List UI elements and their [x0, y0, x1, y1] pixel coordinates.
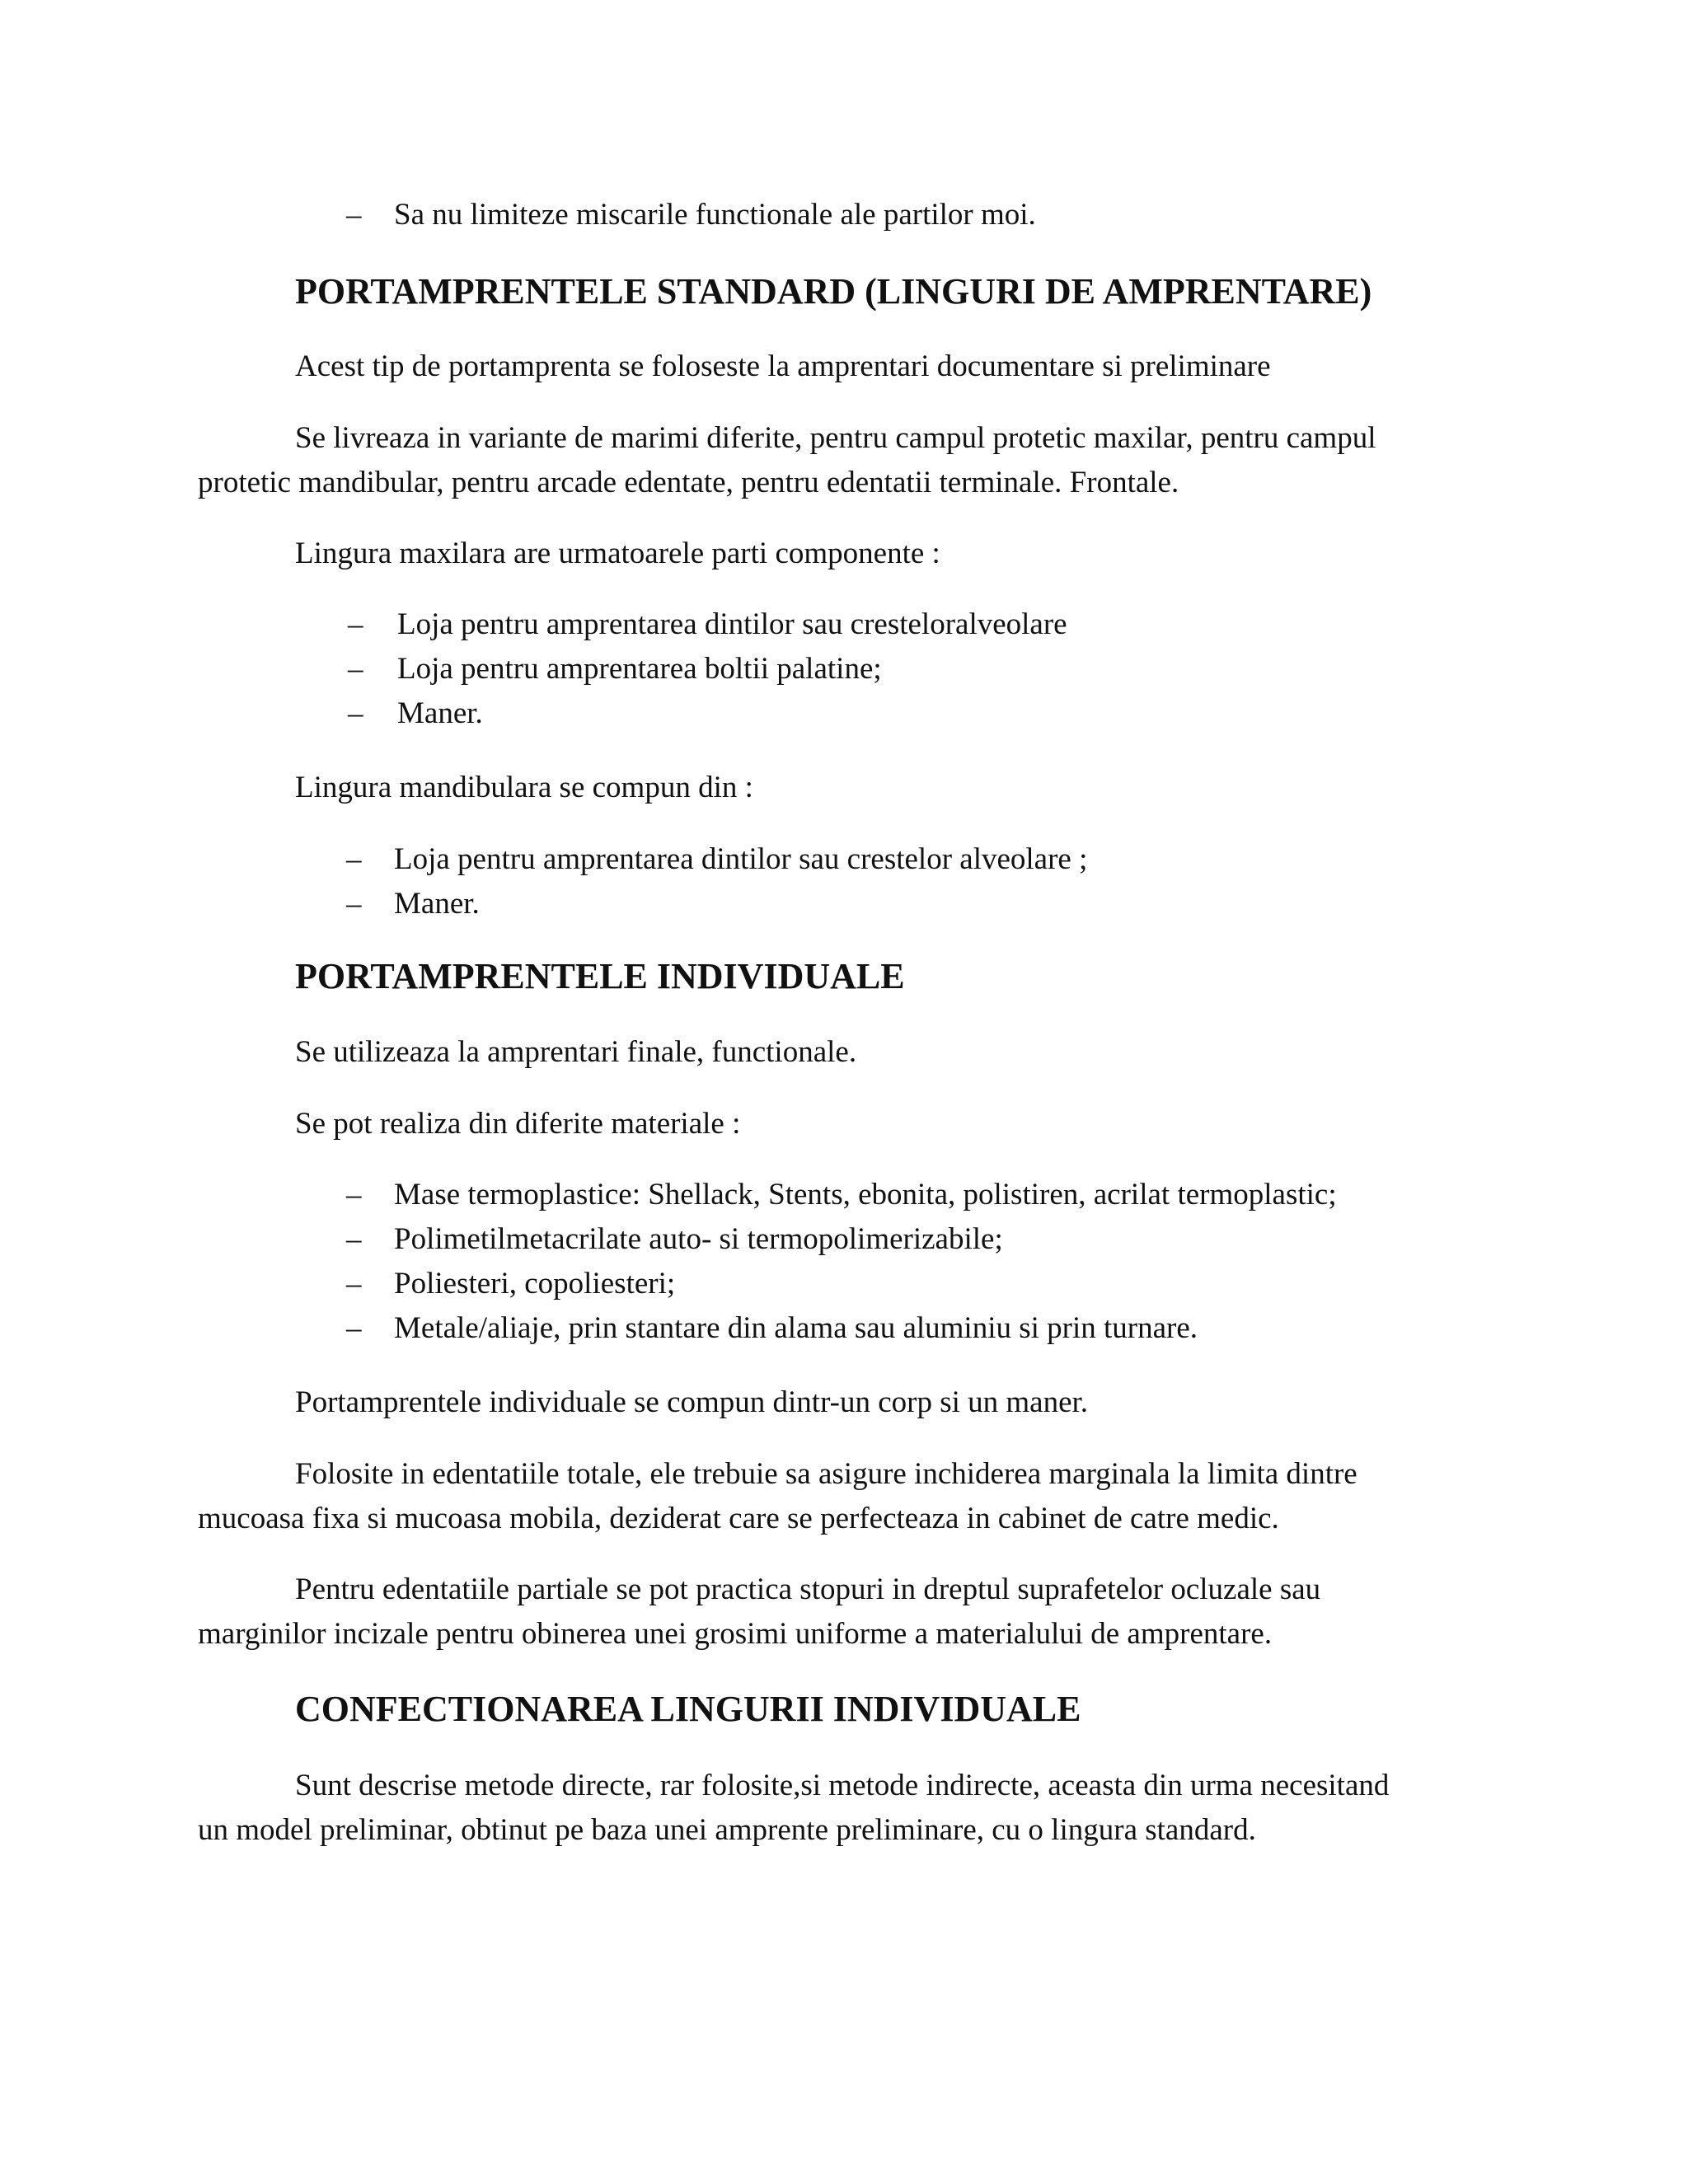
list-item-text: Loja pentru amprentarea dintilor sau cresteloralveolare: [397, 607, 1067, 641]
list-item-text: Mase termoplastice: Shellack, Stents, ebonita, polistiren, acrilat termoplastic;: [394, 1178, 1337, 1212]
list-item-text: Metale/aliaje, prin stantare din alama sau aluminiu si prin turnare.: [394, 1311, 1198, 1345]
section-heading-individual: PORTAMPRENTELE INDIVIDUALE: [295, 956, 905, 996]
paragraph-line: Pentru edentatiile partiale se pot practica stopuri in dreptul suprafetelor ocluzale sau: [295, 1572, 1321, 1606]
bullet-dash: –: [348, 696, 363, 730]
paragraph: Lingura mandibulara se compun din :: [295, 771, 753, 804]
bullet-dash: –: [346, 1178, 362, 1212]
section-heading-standard: PORTAMPRENTELE STANDARD (LINGURI DE AMPRENTARE): [295, 271, 1372, 312]
paragraph-line: Folosite in edentatiile totale, ele trebuie sa asigure inchiderea marginala la limita dintre: [295, 1457, 1357, 1491]
paragraph: Portamprentele individuale se compun dintr-un corp si un maner.: [295, 1385, 1089, 1419]
list-item-text: Maner.: [394, 887, 480, 921]
list-item-text: Poliesteri, copoliesteri;: [394, 1267, 676, 1301]
bullet-dash: –: [346, 842, 362, 876]
section-heading-confection: CONFECTIONAREA LINGURII INDIVIDUALE: [295, 1689, 1081, 1729]
list-item-text: Loja pentru amprentarea dintilor sau crestelor alveolare ;: [394, 842, 1088, 876]
bullet-dash: –: [346, 1311, 362, 1345]
paragraph-line: mucoasa fixa si mucoasa mobila, deziderat care se perfecteaza in cabinet de catre medic.: [198, 1502, 1279, 1535]
list-item-text: Polimetilmetacrilate auto- si termopolimerizabile;: [394, 1222, 1003, 1256]
list-item-text: Sa nu limiteze miscarile functionale ale partilor moi.: [394, 198, 1036, 232]
bullet-dash: –: [346, 1267, 362, 1301]
bullet-dash: –: [348, 607, 363, 641]
bullet-dash: –: [346, 1222, 362, 1256]
paragraph: Se pot realiza din diferite materiale :: [295, 1107, 741, 1141]
list-item-text: Loja pentru amprentarea boltii palatine;: [397, 652, 882, 686]
paragraph: Se utilizeaza la amprentari finale, functionale.: [295, 1035, 857, 1069]
paragraph: Acest tip de portamprenta se foloseste la amprentari documentare si preliminare: [295, 349, 1271, 383]
paragraph-line: un model preliminar, obtinut pe baza unei amprente preliminare, cu o lingura standard.: [198, 1813, 1256, 1847]
paragraph-line: marginilor incizale pentru obinerea unei grosimi uniforme a materialului de amprentare.: [198, 1617, 1273, 1651]
bullet-dash: –: [346, 198, 362, 232]
bullet-dash: –: [346, 887, 362, 921]
bullet-dash: –: [348, 652, 363, 686]
paragraph-line: Se livreaza in variante de marimi diferite, pentru campul protetic maxilar, pentru campul: [295, 421, 1376, 455]
paragraph-line: Sunt descrise metode directe, rar folosite,si metode indirecte, aceasta din urma necesitand: [295, 1769, 1390, 1802]
paragraph-line: protetic mandibular, pentru arcade edentate, pentru edentatii terminale. Frontale.: [198, 466, 1179, 499]
paragraph: Lingura maxilara are urmatoarele parti componente :: [295, 537, 940, 570]
list-item-text: Maner.: [397, 696, 483, 730]
